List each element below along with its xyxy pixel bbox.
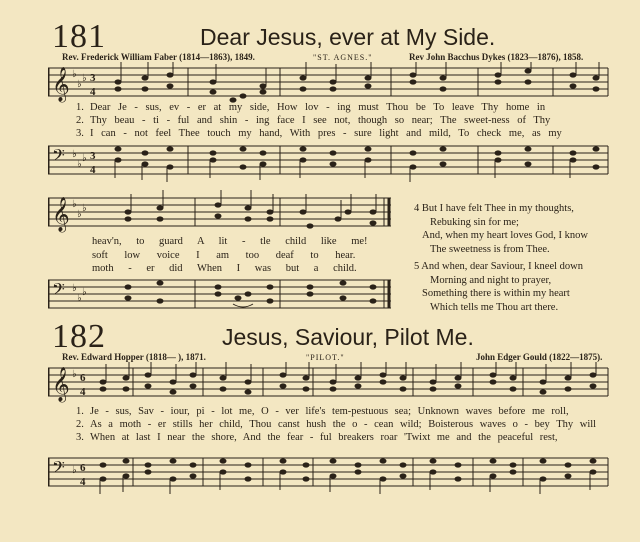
svg-text:4: 4 xyxy=(90,164,96,176)
svg-text:𝄞: 𝄞 xyxy=(52,67,70,102)
svg-text:♭: ♭ xyxy=(72,199,77,210)
svg-text:♭: ♭ xyxy=(72,369,77,380)
stanza-number: 4 xyxy=(414,203,420,214)
svg-text:𝄢: 𝄢 xyxy=(52,147,65,169)
hymn-composer-182: John Edger Gould (1822—1875). xyxy=(476,352,603,362)
hymn-title-182: Jesus, Saviour, Pilot Me. xyxy=(222,324,474,350)
music-staff-bass-181-2 xyxy=(48,274,393,314)
hymn-author-182: Rev. Edward Hopper (1818— ), 1871. xyxy=(62,352,206,362)
lyric-line: I can - not feel Thee touch my hand, With pres - sure light and mild, To check me, as my xyxy=(90,128,562,139)
stanza-line: The sweetness is from Thee. xyxy=(430,243,550,255)
music-staff-treble-182-1 xyxy=(48,362,610,408)
tune-name-181: "ST. AGNES." xyxy=(313,53,373,62)
verse-number: 2. xyxy=(76,115,84,126)
lyric-line: When at last I near the shore, And the fear - ful breakers roar 'Twixt me and the peaceful rest, xyxy=(90,432,558,443)
svg-text:♭: ♭ xyxy=(82,287,87,298)
stanza-4 xyxy=(414,202,588,256)
hymn-composer-181: Rev John Bacchus Dykes (1823—1876), 1858. xyxy=(409,52,584,62)
stanza-line: Morning and night to prayer, xyxy=(430,274,552,286)
svg-text:4: 4 xyxy=(80,386,86,398)
stanza-number: 5 xyxy=(414,261,420,272)
svg-text:♭: ♭ xyxy=(72,283,77,294)
stanza-line: Which tells me Thou art there. xyxy=(430,301,559,313)
stanza-line: Rebuking sin for me; xyxy=(430,216,519,228)
svg-text:♭: ♭ xyxy=(77,159,82,170)
hymn-author-181: Rev. Frederick William Faber (1814—1863), 1849. xyxy=(62,52,255,62)
svg-text:♭: ♭ xyxy=(82,73,87,84)
svg-text:4: 4 xyxy=(80,476,86,488)
stanza-line: And when, dear Saviour, I kneel down xyxy=(421,261,584,272)
svg-text:♭: ♭ xyxy=(77,293,82,304)
verse-number: 3. xyxy=(76,432,84,443)
svg-text:♭: ♭ xyxy=(72,69,77,80)
svg-text:𝄞: 𝄞 xyxy=(52,368,70,401)
verse-number: 2. xyxy=(76,419,84,430)
svg-text:♭: ♭ xyxy=(82,153,87,164)
hymn-number-182: 182 xyxy=(52,318,106,355)
verse-number: 3. xyxy=(76,128,84,139)
stanza-5 xyxy=(414,260,583,314)
svg-text:♭: ♭ xyxy=(72,465,77,476)
svg-text:𝄢: 𝄢 xyxy=(52,459,65,481)
svg-text:♭: ♭ xyxy=(72,149,77,160)
lyric-line: Dear Je - sus, ev - er at my side, How lov - ing must Thou be To leave Thy home in xyxy=(90,102,546,113)
hymn-number-181: 181 xyxy=(52,18,106,55)
stanza-line: But I have felt Thee in my thoughts, xyxy=(421,203,574,214)
hymn-title-181: Dear Jesus, ever at My Side. xyxy=(200,24,496,50)
svg-text:♭: ♭ xyxy=(82,203,87,214)
verse-number: 1. xyxy=(76,406,84,417)
lyric-line-cont: heav'n, to guard A lit - tle child like me! xyxy=(92,236,368,247)
svg-text:3: 3 xyxy=(90,72,96,84)
svg-text:6: 6 xyxy=(80,372,86,384)
svg-text:♭: ♭ xyxy=(77,209,82,220)
lyric-line: Je - sus, Sav - iour, pi - lot me, O - ver life's tem-pestuous sea; Unknown waves before me roll, xyxy=(90,406,569,417)
svg-text:♭: ♭ xyxy=(77,79,82,90)
verse-number: 1. xyxy=(76,102,84,113)
lyric-line-cont: soft low voice I am too deaf to hear. xyxy=(92,250,356,261)
tune-name-182: "PILOT." xyxy=(306,353,345,362)
svg-text:4: 4 xyxy=(90,86,96,98)
stanza-line: And, when my heart loves God, I know xyxy=(422,230,588,241)
svg-text:3: 3 xyxy=(90,150,96,162)
music-staff-bass-181-1 xyxy=(48,140,610,184)
svg-text:𝄞: 𝄞 xyxy=(52,198,70,231)
lyric-line: As a moth - er stills her child, Thou canst hush the o - cean wild; Boisterous waves o - bey Thy will xyxy=(90,419,597,430)
lyric-line-cont: moth - er did When I was but a child. xyxy=(92,263,357,274)
stanza-line: Something there is within my heart xyxy=(422,288,570,299)
lyric-line: Thy beau - ti - ful and shin - ing face I see not, though so near; The sweet-ness of Thy xyxy=(90,115,551,126)
music-staff-bass-182-1 xyxy=(48,450,610,496)
svg-text:𝄢: 𝄢 xyxy=(52,281,65,303)
music-staff-treble-181-2 xyxy=(48,190,393,236)
svg-text:6: 6 xyxy=(80,462,86,474)
